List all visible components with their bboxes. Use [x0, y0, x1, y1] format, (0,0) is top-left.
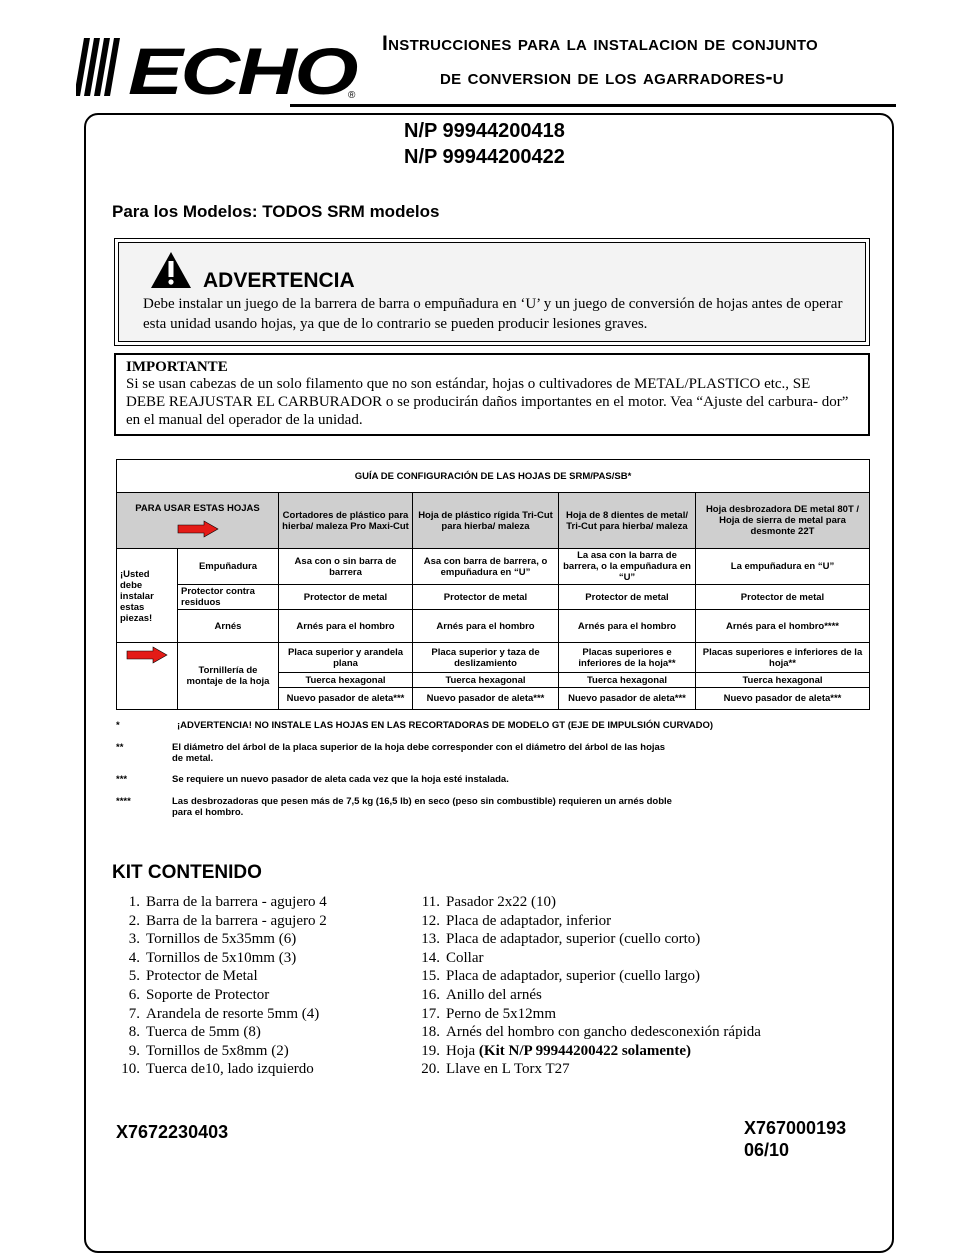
warning-triangle-icon	[150, 251, 192, 289]
kit-item-number: 2.	[128, 912, 140, 929]
models-line: Para los Modelos: TODOS SRM modelos	[112, 202, 440, 221]
document-code: X767000193	[744, 1118, 847, 1138]
table-cell: Asa con o sin barra de barrera	[279, 549, 413, 585]
kit-item-text: Placa de adaptador, superior (cuello corto)	[446, 931, 701, 948]
footnote-text: El diámetro del árbol de la placa superior de la hoja debe corresponder con el diámetro del árbol de las hojas de metal.	[172, 742, 666, 764]
warning-box	[114, 238, 870, 346]
kit-item-number: 10.	[121, 1061, 140, 1078]
column-header: Cortadores de plástico para hierba/ maleza Pro Maxi-Cut	[279, 493, 413, 549]
kit-item	[110, 967, 327, 986]
document-title-line-1: Instrucciones para la instalacion de conjunto	[382, 32, 819, 55]
kit-item-text: Llave en L Torx T27	[446, 1061, 570, 1078]
kit-item-number: 11.	[421, 894, 440, 910]
kit-title: KIT CONTENIDO	[112, 862, 262, 883]
kit-item-text: Soporte de Protector	[146, 986, 270, 1003]
kit-item	[110, 930, 327, 949]
part-number-2: N/P 99944200422	[404, 146, 565, 168]
kit-item-text: Barra de la barrera - agujero 2	[146, 912, 327, 929]
table-cell: Placas superiores e inferiores de la hoja**	[559, 643, 696, 673]
document-code-left: X7672230403	[116, 1122, 229, 1142]
kit-item-number: 6.	[128, 986, 140, 1003]
table-cell: Tuerca hexagonal	[413, 673, 559, 688]
part-number-1: N/P 99944200418	[404, 120, 565, 142]
kit-item-text: Tuerca de 5mm (8)	[146, 1024, 261, 1041]
row-label: Empuñadura	[178, 549, 279, 585]
red-arrow-icon	[126, 646, 168, 664]
kit-item-number: 19.	[421, 1042, 440, 1059]
table-cell: Asa con barra de barrera, o empuñadura en “U”	[413, 549, 559, 585]
kit-item-text: Tornillos de 5x35mm (6)	[146, 931, 297, 948]
kit-item-number: 5.	[128, 968, 140, 985]
kit-item-text: Tornillos de 5x10mm (3)	[146, 949, 297, 966]
kit-item	[410, 967, 761, 986]
kit-item-text: Arnés del hombro con gancho dedesconexión rápida	[446, 1024, 761, 1041]
table-cell: Protector de metal	[279, 585, 413, 610]
table-cell: Nuevo pasador de aleta***	[696, 688, 870, 710]
blade-config-table	[116, 459, 870, 710]
kit-item-text: Anillo del arnés	[446, 986, 542, 1003]
kit-item	[110, 912, 327, 931]
kit-item	[410, 930, 761, 949]
arrow-cell	[117, 643, 178, 710]
kit-item	[110, 1023, 327, 1042]
table-cell: Nuevo pasador de aleta***	[559, 688, 696, 710]
kit-item-text: Tuerca de10, lado izquierdo	[146, 1061, 314, 1078]
kit-item-text: Placa de adaptador, superior (cuello largo)	[446, 968, 701, 985]
kit-item-text: Perno de 5x12mm	[446, 1005, 556, 1022]
table-cell: Protector de metal	[696, 585, 870, 610]
warning-text: Debe instalar un juego de la barrera de barra o empuñadura en ‘U’ y un juego de conversión de hojas antes de operar esta unidad usando hojas, ya que de lo contrario se pueden producir lesiones graves.	[143, 296, 843, 332]
install-parts-text: ¡Usted debe instalar estas piezas!	[120, 569, 154, 624]
document-code-right	[744, 1117, 846, 1161]
table-cell: Arnés para el hombro	[413, 610, 559, 643]
footnote-text: Las desbrozadoras que pesen más de 7,5 kg (16,5 lb) en seco (peso sin combustible) requieren un arnés doble para el hombro.	[172, 796, 672, 818]
footnote-mark: **	[116, 742, 124, 753]
column-header: Hoja desbrozadora DE metal 80T / Hoja de sierra de metal para desmonte 22T	[696, 493, 870, 549]
kit-item-text: Arandela de resorte 5mm (4)	[146, 1005, 320, 1022]
row-label: Arnés	[178, 610, 279, 643]
kit-item-number: 9.	[128, 1042, 140, 1059]
echo-logo	[76, 36, 366, 100]
svg-text:®: ®	[348, 90, 356, 100]
column-header: Hoja de plástico rígida Tri-Cut para hierba/ maleza	[413, 493, 559, 549]
kit-item	[410, 1023, 761, 1042]
table-cell: Nuevo pasador de aleta***	[413, 688, 559, 710]
kit-item-number: 3.	[128, 931, 140, 948]
red-arrow-icon	[177, 520, 219, 538]
kit-item-text: Placa de adaptador, inferior	[446, 912, 612, 929]
table-cell: Protector de metal	[559, 585, 696, 610]
table-cell: Tuerca hexagonal	[696, 673, 870, 688]
table-cell: Arnés para el hombro****	[696, 610, 870, 643]
column-header: Hoja de 8 dientes de metal/ Tri-Cut para hierba/ maleza	[559, 493, 696, 549]
warning-title: ADVERTENCIA	[203, 269, 355, 292]
kit-item-number: 18.	[421, 1024, 440, 1041]
kit-item-number: 1.	[128, 894, 140, 910]
kit-item	[110, 949, 327, 968]
kit-item-number: 20.	[421, 1061, 440, 1078]
kit-item	[410, 949, 761, 968]
svg-text:ECHO: ECHO	[128, 36, 359, 100]
kit-item-text: Collar	[446, 949, 484, 966]
kit-item-number: 14.	[421, 949, 440, 966]
kit-item	[110, 1060, 327, 1079]
kit-item	[410, 1042, 761, 1061]
table-cell: Nuevo pasador de aleta***	[279, 688, 413, 710]
document-title-line-2: de conversion de los agarradores-u	[440, 66, 784, 89]
table-cell: Placa superior y arandela plana	[279, 643, 413, 673]
row-label: Tornillería de montaje de la hoja	[178, 643, 279, 710]
kit-item	[410, 893, 761, 912]
kit-item	[110, 893, 327, 912]
row-label: Protector contra residuos	[178, 585, 279, 610]
table-cell: La empuñadura en “U”	[696, 549, 870, 585]
table-caption: GUÍA DE CONFIGURACIÓN DE LAS HOJAS DE SRM/PAS/SB*	[117, 460, 870, 493]
table-cell: Arnés para el hombro	[559, 610, 696, 643]
document-date: 06/10	[744, 1140, 790, 1160]
kit-item-number: 12.	[421, 912, 440, 929]
important-box	[114, 353, 870, 436]
kit-item	[410, 912, 761, 931]
kit-item-text: Barra de la barrera - agujero 4	[146, 894, 327, 910]
footnote-mark: ***	[116, 774, 128, 785]
kit-item-note: (Kit N/P 99944200422 solamente)	[478, 1042, 691, 1059]
table-cell: Arnés para el hombro	[279, 610, 413, 643]
kit-item	[410, 1005, 761, 1024]
kit-item	[410, 1060, 761, 1079]
kit-item-text: Tornillos de 5x8mm (2)	[146, 1042, 289, 1059]
footnote-mark: *	[116, 720, 120, 731]
table-cell: Placas superiores e inferiores de la hoja**	[696, 643, 870, 673]
kit-item-number: 13.	[421, 931, 440, 948]
kit-item-number: 4.	[128, 949, 140, 966]
use-blades-label: PARA USAR ESTAS HOJAS	[135, 503, 260, 514]
important-title: IMPORTANTE	[126, 359, 228, 375]
install-parts-label	[117, 549, 178, 643]
kit-item-number: 15.	[421, 968, 440, 985]
kit-item-number: 16.	[421, 986, 440, 1003]
important-text: Si se usan cabezas de un solo filamento que no son estándar, hojas o cultivadores de METAL/PLASTICO etc., SE DEBE REAJUSTAR EL CARBURADOR o se producirán daños importantes en el motor. Vea “Ajuste del carbura- dor” en el manual del operador de la unidad.	[126, 376, 849, 428]
table-cell: Placa superior y taza de deslizamiento	[413, 643, 559, 673]
kit-item-number: 8.	[128, 1024, 140, 1041]
footnote-text: ¡ADVERTENCIA! NO INSTALE LAS HOJAS EN LAS RECORTADORAS DE MODELO GT (EJE DE IMPULSIÓN CURVADO)	[177, 720, 714, 731]
footnote-text: Se requiere un nuevo pasador de aleta cada vez que la hoja esté instalada.	[172, 774, 509, 785]
kit-list-right	[410, 893, 761, 1079]
table-cell: Tuerca hexagonal	[279, 673, 413, 688]
kit-item	[110, 1005, 327, 1024]
kit-item-text: Pasador 2x22 (10)	[446, 894, 556, 910]
footnote-mark: ****	[116, 796, 131, 807]
header-rule	[290, 104, 896, 107]
kit-item	[110, 1042, 327, 1061]
table-cell: Protector de metal	[413, 585, 559, 610]
kit-item-number: 17.	[421, 1005, 440, 1022]
kit-item-text: Protector de Metal	[146, 968, 258, 985]
kit-list-left	[110, 893, 327, 1079]
kit-item	[110, 986, 327, 1005]
kit-item-number: 7.	[128, 1005, 140, 1022]
kit-item-text: Hoja	[446, 1042, 479, 1059]
table-cell: La asa con la barra de barrera, o la empuñadura en “U”	[559, 549, 696, 585]
table-cell: Tuerca hexagonal	[559, 673, 696, 688]
use-blades-header	[117, 493, 279, 549]
kit-item	[410, 986, 761, 1005]
